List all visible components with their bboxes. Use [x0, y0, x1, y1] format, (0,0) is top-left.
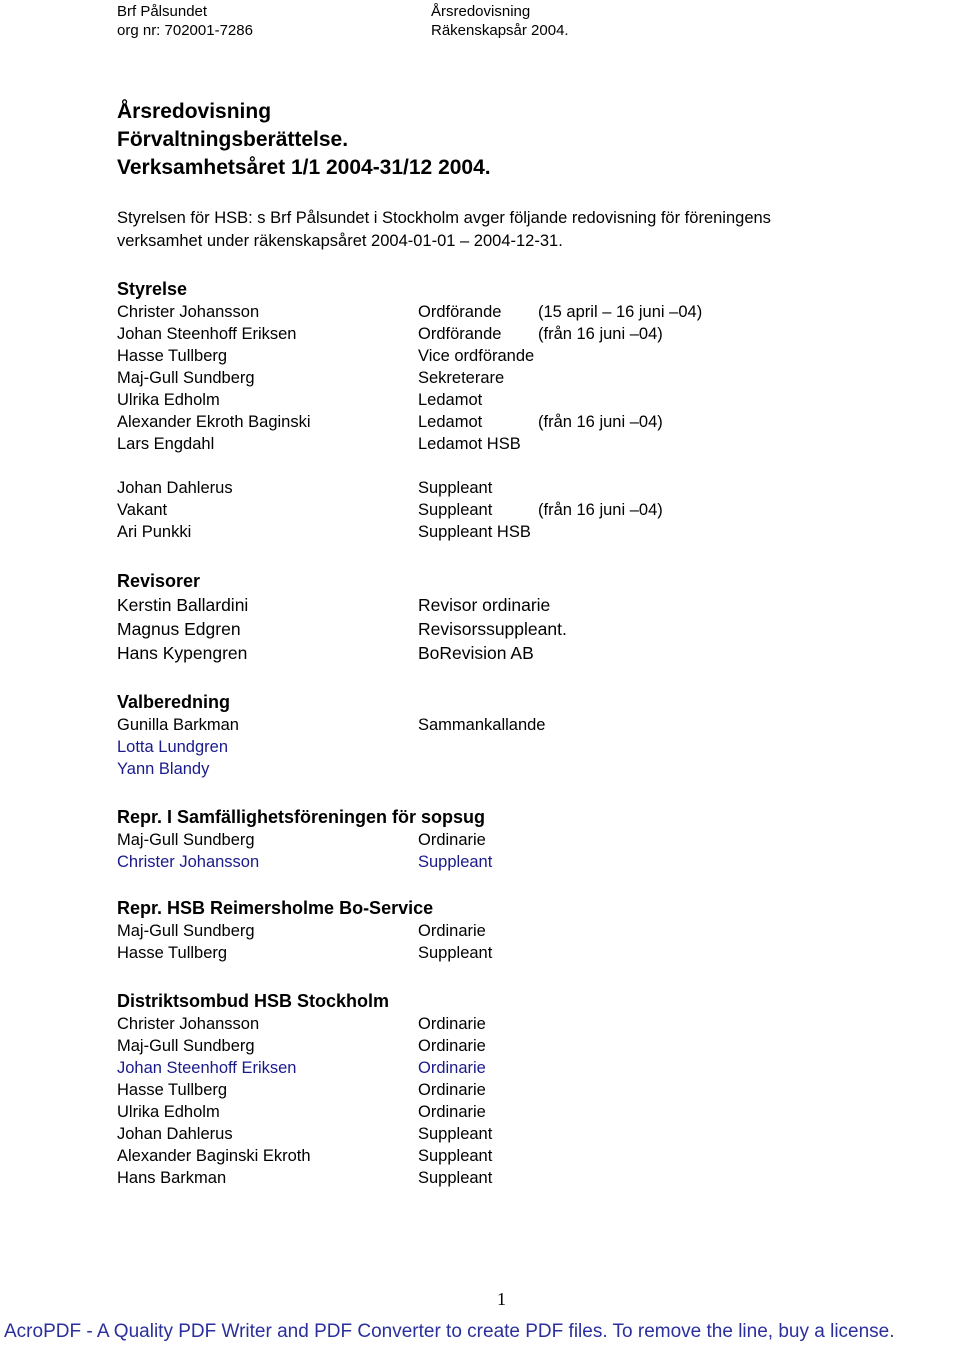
member-name: Lotta Lundgren — [117, 738, 229, 756]
section-heading-styrelse: Styrelse — [117, 279, 188, 299]
member-role: Suppleant — [418, 1147, 493, 1165]
member-role: Vice ordförande — [418, 347, 535, 365]
member-role: Ledamot — [418, 391, 483, 409]
section-heading-valberedning: Valberedning — [117, 692, 231, 712]
nomination-row — [117, 758, 230, 780]
member-name: Alexander Ekroth Baginski — [117, 413, 311, 431]
member-name: Ulrika Edholm — [117, 391, 220, 409]
rep-row — [117, 851, 493, 873]
delegate-row — [117, 1167, 493, 1189]
member-name: Magnus Edgren — [117, 619, 241, 639]
member-note: (från 16 juni –04) — [538, 413, 663, 431]
header-association-name: Brf Pålsundet — [117, 3, 208, 20]
header-fiscal-year: Räkenskapsår 2004. — [431, 22, 569, 39]
member-role: Ledamot — [418, 413, 483, 431]
member-name: Johan Steenhoff Eriksen — [117, 325, 297, 343]
delegate-row — [117, 1013, 486, 1035]
member-name: Maj-Gull Sundberg — [117, 831, 255, 849]
page-title — [117, 98, 491, 182]
auditor-row — [117, 617, 567, 641]
member-role: Ordinarie — [418, 1103, 486, 1121]
member-role: BoRevision AB — [418, 643, 534, 663]
member-note: (från 16 juni –04) — [538, 325, 663, 343]
page-number: 1 — [497, 1289, 506, 1309]
nomination-row — [117, 736, 230, 758]
member-role: Suppleant HSB — [418, 523, 531, 541]
member-note: (från 16 juni –04) — [538, 501, 663, 519]
member-note: (15 april – 16 juni –04) — [538, 303, 703, 321]
section-valberedning — [117, 690, 546, 780]
member-role: Ordinarie — [418, 1081, 486, 1099]
member-role: Suppleant — [418, 944, 493, 962]
header-right — [431, 2, 569, 40]
member-name: Lars Engdahl — [117, 435, 215, 453]
member-role: Suppleant — [418, 479, 493, 497]
member-name: Hasse Tullberg — [117, 347, 228, 365]
delegate-row — [117, 1123, 493, 1145]
header-org-number: org nr: 702001-7286 — [117, 22, 253, 39]
member-name: Hans Kypengren — [117, 643, 248, 663]
member-name: Ulrika Edholm — [117, 1103, 220, 1121]
member-role: Sammankallande — [418, 716, 546, 734]
title-line-3: Verksamhetsåret 1/1 2004-31/12 2004. — [117, 156, 491, 179]
member-name: Maj-Gull Sundberg — [117, 922, 255, 940]
section-heading-revisorer: Revisorer — [117, 571, 201, 591]
alternate-row — [117, 477, 493, 499]
member-role: Ordinarie — [418, 1059, 486, 1077]
watermark-footer: AcroPDF - A Quality PDF Writer and PDF Converter to create PDF files. To remove the line, buy a license. — [4, 1321, 895, 1342]
rep-row — [117, 829, 485, 851]
delegate-row — [117, 1035, 486, 1057]
member-name: Christer Johansson — [117, 303, 260, 321]
section-styrelse — [117, 277, 703, 543]
intro-paragraph: Styrelsen för HSB: s Brf Pålsundet i Stockholm avger följande redovisning för föreningens verksamhet under räkenskapsåret 2004-01-01 – 2004-12-31. — [117, 209, 771, 250]
member-name: Johan Dahlerus — [117, 1125, 233, 1143]
section-sopsug — [117, 805, 493, 873]
member-name: Maj-Gull Sundberg — [117, 1037, 255, 1055]
member-name: Johan Steenhoff Eriksen — [117, 1059, 297, 1077]
member-role: Ordinarie — [418, 1037, 486, 1055]
board-row — [117, 433, 521, 455]
header-doc-type: Årsredovisning — [431, 3, 531, 20]
auditor-row — [117, 593, 551, 617]
member-role: Suppleant — [418, 853, 493, 871]
title-line-1: Årsredovisning — [117, 100, 272, 123]
member-name: Hasse Tullberg — [117, 1081, 228, 1099]
nomination-row — [117, 714, 546, 736]
header-left — [117, 2, 253, 40]
section-heading-boservice: Repr. HSB Reimersholme Bo-Service — [117, 898, 434, 918]
rep-row — [117, 942, 493, 964]
member-name: Alexander Baginski Ekroth — [117, 1147, 311, 1165]
member-name: Yann Blandy — [117, 760, 210, 778]
member-role: Ordförande — [418, 325, 502, 343]
board-row — [117, 411, 663, 433]
member-role: Suppleant — [418, 501, 493, 519]
member-role: Sekreterare — [418, 369, 505, 387]
member-name: Christer Johansson — [117, 1015, 260, 1033]
section-revisorer — [117, 569, 567, 665]
member-role: Revisorssuppleant. — [418, 619, 567, 639]
auditor-row — [117, 641, 534, 665]
member-role: Ledamot HSB — [418, 435, 521, 453]
section-heading-distrikt: Distriktsombud HSB Stockholm — [117, 991, 390, 1011]
member-role: Suppleant — [418, 1169, 493, 1187]
member-role: Ordinarie — [418, 831, 486, 849]
member-name: Christer Johansson — [117, 853, 260, 871]
member-role: Ordförande — [418, 303, 502, 321]
delegate-row — [117, 1101, 486, 1123]
member-name: Hasse Tullberg — [117, 944, 228, 962]
member-role: Revisor ordinarie — [418, 595, 551, 615]
section-heading-sopsug: Repr. I Samfällighetsföreningen för sopsug — [117, 807, 486, 827]
spacer — [117, 455, 187, 477]
delegate-row — [117, 1145, 493, 1167]
board-row — [117, 323, 663, 345]
section-distrikt — [117, 989, 493, 1189]
board-row — [117, 367, 505, 389]
delegate-row — [117, 1079, 486, 1101]
alternate-row — [117, 521, 531, 543]
member-role: Suppleant — [418, 1125, 493, 1143]
member-name: Vakant — [117, 501, 168, 519]
member-name: Johan Dahlerus — [117, 479, 233, 497]
member-role: Ordinarie — [418, 1015, 486, 1033]
member-name: Maj-Gull Sundberg — [117, 369, 255, 387]
member-role: Ordinarie — [418, 922, 486, 940]
section-boservice — [117, 896, 493, 964]
board-row — [117, 345, 535, 367]
alternate-row — [117, 499, 663, 521]
rep-row — [117, 920, 486, 942]
delegate-row — [117, 1057, 486, 1079]
title-line-2: Förvaltningsberättelse. — [117, 128, 349, 151]
board-row — [117, 301, 703, 323]
member-name: Gunilla Barkman — [117, 716, 239, 734]
member-name: Ari Punkki — [117, 523, 192, 541]
member-name: Kerstin Ballardini — [117, 595, 249, 615]
board-row — [117, 389, 483, 411]
member-name: Hans Barkman — [117, 1169, 227, 1187]
